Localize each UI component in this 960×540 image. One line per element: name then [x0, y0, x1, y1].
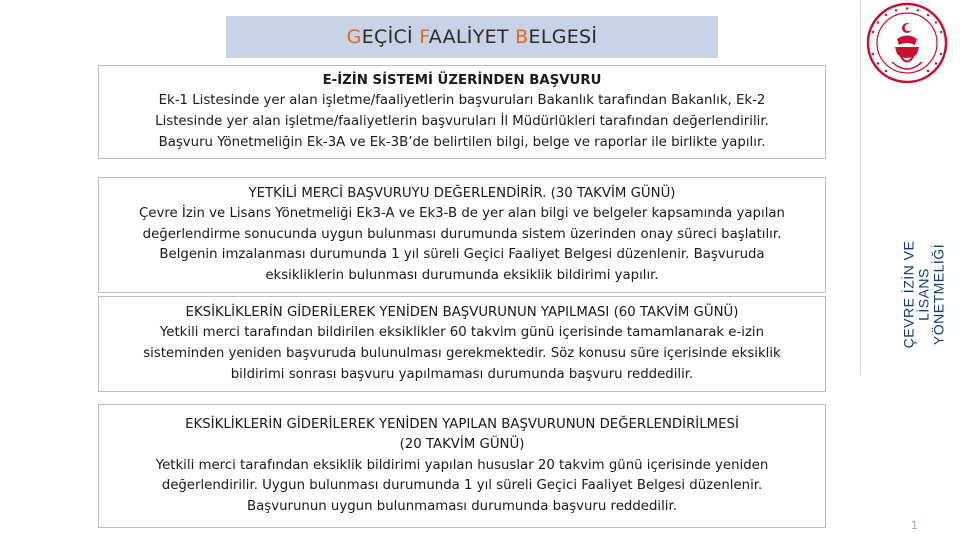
- section-heading: EKSİKLİKLERİN GİDERİLEREK YENİDEN YAPILAN BAŞVURUNUN DEĞERLENDİRİLMESİ: [185, 416, 739, 432]
- side-label-line: LİSANS: [915, 267, 932, 321]
- regulation-side-label: [892, 220, 956, 368]
- section-line: sisteminden yeniden başvuruda bulunulması gerekmektedir. Söz konusu süre içerisinde eksiklik: [143, 346, 781, 361]
- section-line: Ek-1 Listesinde yer alan işletme/faaliyetlerin başvuruları Bakanlık tarafından Bakanlık, Ek-2: [158, 93, 766, 109]
- side-label-line: YÖNETMELİĞİ: [930, 243, 947, 345]
- title-part-1: GEÇİCİ: [346, 26, 420, 48]
- side-label-line: ÇEVRE İZİN VE: [900, 240, 917, 348]
- section-line: Başvuru Yönetmeliğin Ek-3A ve Ek-3B’de belirtilen bilgi, belge ve raporlar ile birlikte yapılır.: [158, 134, 766, 150]
- page-number: 1: [911, 519, 918, 532]
- section-resubmission: [98, 296, 826, 392]
- section-line: eksikliklerin bulunması durumunda eksiklik bildirimi yapılır.: [265, 267, 659, 283]
- section-line: Yetkili merci tarafından bildirilen eksiklikler 60 takvim günü içerisinde tamamlanarak e-izin: [159, 325, 765, 341]
- page-title: [226, 16, 718, 58]
- section-line: değerlendirme sonucunda uygun bulunması durumunda sistem üzerinden onay süreci başlatılır.: [142, 226, 782, 242]
- section-line: bildirimi sonrası başvuru yapılmaması durumunda başvuru reddedilir.: [230, 366, 694, 382]
- section-authority-evaluation: [98, 177, 826, 293]
- section-heading: EKSİKLİKLERİN GİDERİLEREK YENİDEN BAŞVURUNUN YAPILMASI (60 TAKVİM GÜNÜ): [185, 304, 739, 320]
- section-heading: YETKİLİ MERCİ BAŞVURUYU DEĞERLENDİRİR. (30 TAKVİM GÜNÜ): [248, 185, 676, 201]
- section-e-izin-application: [98, 65, 826, 159]
- section-line: Listesinde yer alan işletme/faaliyetlerin başvuruları İl Müdürlükleri tarafından değerlendirilir.: [155, 114, 769, 129]
- title-part-3: BELGESİ: [515, 26, 598, 48]
- ministry-emblem-icon: [866, 2, 948, 84]
- side-divider: [860, 0, 861, 375]
- section-line: Çevre İzin ve Lisans Yönetmeliği Ek3-A ve Ek3-B de yer alan bilgi ve belgeler kapsamında yapılan: [139, 206, 785, 222]
- section-heading: E-İZİN SİSTEMİ ÜZERİNDEN BAŞVURU: [322, 72, 602, 88]
- section-line: Belgenin imzalanması durumunda 1 yıl süreli Geçici Faaliyet Belgesi düzenlenir. Başvuruda: [159, 247, 765, 263]
- section-line: Başvurunun uygun bulunmaması durumunda başvuru reddedilir.: [247, 498, 677, 514]
- section-subheading: (20 TAKVİM GÜNÜ): [399, 437, 525, 453]
- section-resubmission-evaluation: [98, 404, 826, 528]
- section-line: Yetkili merci tarafından eksiklik bildirimi yapılan hususlar 20 takvim günü içerisinde yeniden: [155, 457, 769, 473]
- section-line: değerlendirilir. Uygun bulunması durumunda 1 yıl süreli Geçici Faaliyet Belgesi düzenlenir.: [161, 478, 763, 494]
- title-part-2: FAALİYET: [419, 26, 516, 48]
